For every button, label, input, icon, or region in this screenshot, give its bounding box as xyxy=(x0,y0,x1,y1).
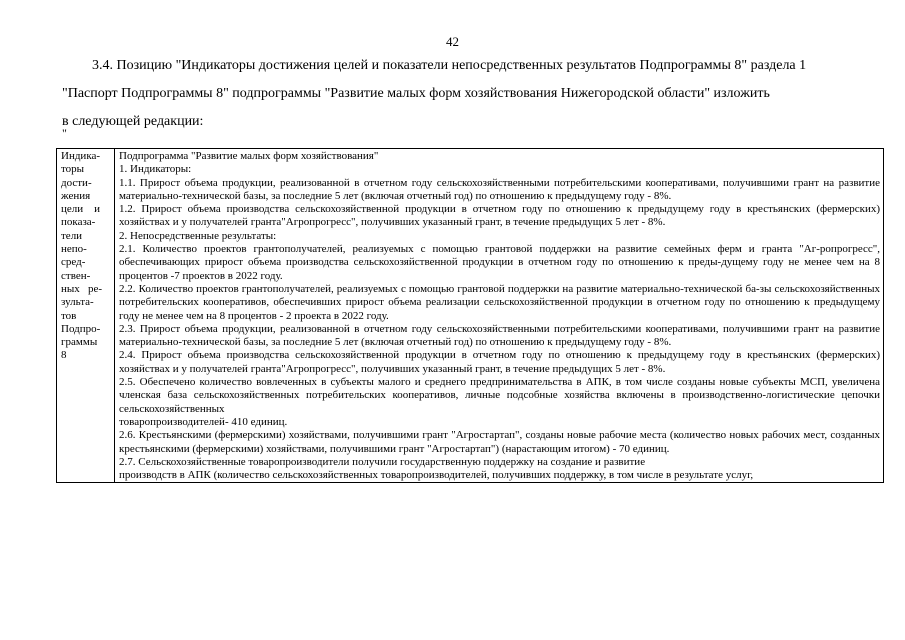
intro-line-1: 3.4. Позицию "Индикаторы достижения целей и показатели непосредственных результатов Подпрограммы 8" раздела 1 xyxy=(92,58,807,73)
result-item: 2.4. Прирост объема производства сельскохозяйственной продукции в отчетном году по отношению к предыдущему году в крестьянских (фермерских) хозяйствах и у получателей гранта"Агропрогресс", получивших указанный грант, в течение предыдущих 5 лет - 8%. xyxy=(119,349,880,375)
result-item: 2.2. Количество проектов грантополучателей, реализуемых с помощью грантовой поддержки на развитие материально-технической ба-зы сельскохозяйственных потребительских кооперативов, обеспечивших прирост объема реализации сельскохозяйственной продукции в отчетном году по отношению к предыдущему году не менее чем на 8 процентов - 2 проекта в 2022 году. xyxy=(119,282,880,322)
table-row xyxy=(57,149,884,483)
row-label-line: торы xyxy=(61,163,85,176)
opening-quote-mark: " xyxy=(62,126,67,140)
row-label-line: дости- xyxy=(61,176,92,189)
result-item-continuation: товаропроизводителей- 410 единиц. xyxy=(119,415,288,428)
intro-line-2: "Паспорт Подпрограммы 8" подпрограммы "Развитие малых форм хозяйствования Нижегородской области" изложить xyxy=(62,86,770,101)
result-item: 2.7. Сельскохозяйственные товаропроизводители получили государственную поддержку на создание и развитие xyxy=(119,455,646,468)
row-label-line: граммы xyxy=(61,336,98,349)
row-label-line: Индика- xyxy=(61,150,101,162)
section-heading-results: 2. Непосредственные результаты: xyxy=(119,229,277,242)
indicator-item: 1.1. Прирост объема продукции, реализованной в отчетном году сельскохозяйственными потребительскими кооперативами, получившими грант на развитие материально-технической базы, за последние 5 лет (включая отчетный год) по отношению к предыдущему году - 8%. xyxy=(119,176,880,202)
row-label-line: цели и xyxy=(61,203,101,216)
row-content-cell xyxy=(115,149,884,483)
row-label-line: зульта- xyxy=(61,296,94,309)
row-label-line: непо- xyxy=(61,243,87,256)
intro-paragraph xyxy=(62,52,878,136)
row-label-line: сред- xyxy=(61,256,86,269)
result-item: 2.3. Прирост объема продукции, реализованной в отчетном году сельскохозяйственными потребительскими кооперативами, получившими грант на развитие материально-технической базы, за последние 5 лет (включая отчетный год) по отношению к предыдущему году - 8%. xyxy=(119,322,880,349)
result-item: 2.5. Обеспечено количество вовлеченных в субъекты малого и среднего предпринимательства в АПК, в том числе созданы новые субъекты МСП, увеличена членская база сельскохозяйственных потребительских кооперативов, личные подсобные хозяйства включены в производственно-логистические цепочки сельскохозяйственных xyxy=(119,376,880,415)
result-item-continuation: производств в АПК (количество сельскохозяйственных товаропроизводителей, получивших поддержку, в том числе в результате услуг, xyxy=(119,469,754,482)
intro-line-3: в следующей редакции: xyxy=(62,114,204,129)
row-label-line: ных ре- xyxy=(61,282,103,295)
indicators-table xyxy=(56,148,884,483)
page-number: 42 xyxy=(446,34,459,49)
row-label-line: показа- xyxy=(61,216,96,229)
row-label-cell xyxy=(57,149,115,483)
result-item: 2.6. Крестьянскими (фермерскими) хозяйствами, получившими грант "Агростартап", созданы новые рабочие места (количество новых рабочих мест, созданных крестьянскими (фермерскими) хозяйствами, получившими грант "Агростартап") (нарастающим итогом) - 70 единиц. xyxy=(119,429,880,455)
row-label-line: жения xyxy=(61,189,91,202)
row-label-line: тов xyxy=(61,309,77,322)
indicator-item: 1.2. Прирост объема производства сельскохозяйственной продукции в отчетном году по отношению к предыдущему году в крестьянских (фермерских) хозяйствах и у получателей гранта"Агропрогресс", получивших указанный грант, в течение предыдущих 5 лет - 8%. xyxy=(119,203,880,229)
row-label-line: тели xyxy=(61,229,83,242)
subprogram-title: Подпрограмма "Развитие малых форм хозяйствования" xyxy=(119,150,379,162)
row-label-line: 8 xyxy=(61,349,67,362)
row-label-line: ствен- xyxy=(61,269,91,282)
row-label-line: Подпро- xyxy=(61,322,101,335)
section-heading-indicators: 1. Индикаторы: xyxy=(119,163,192,176)
result-item: 2.1. Количество проектов грантополучателей, реализуемых с помощью грантовой поддержки на развитие семейных ферм и гранта "Аг-ропрогресс", обеспечивающих прирост объема производства сельскохозяйственной продукции в отчетном году по отношению к преды-дущему году не менее чем на 8 процентов -7 проектов в 2022 году. xyxy=(119,243,880,282)
